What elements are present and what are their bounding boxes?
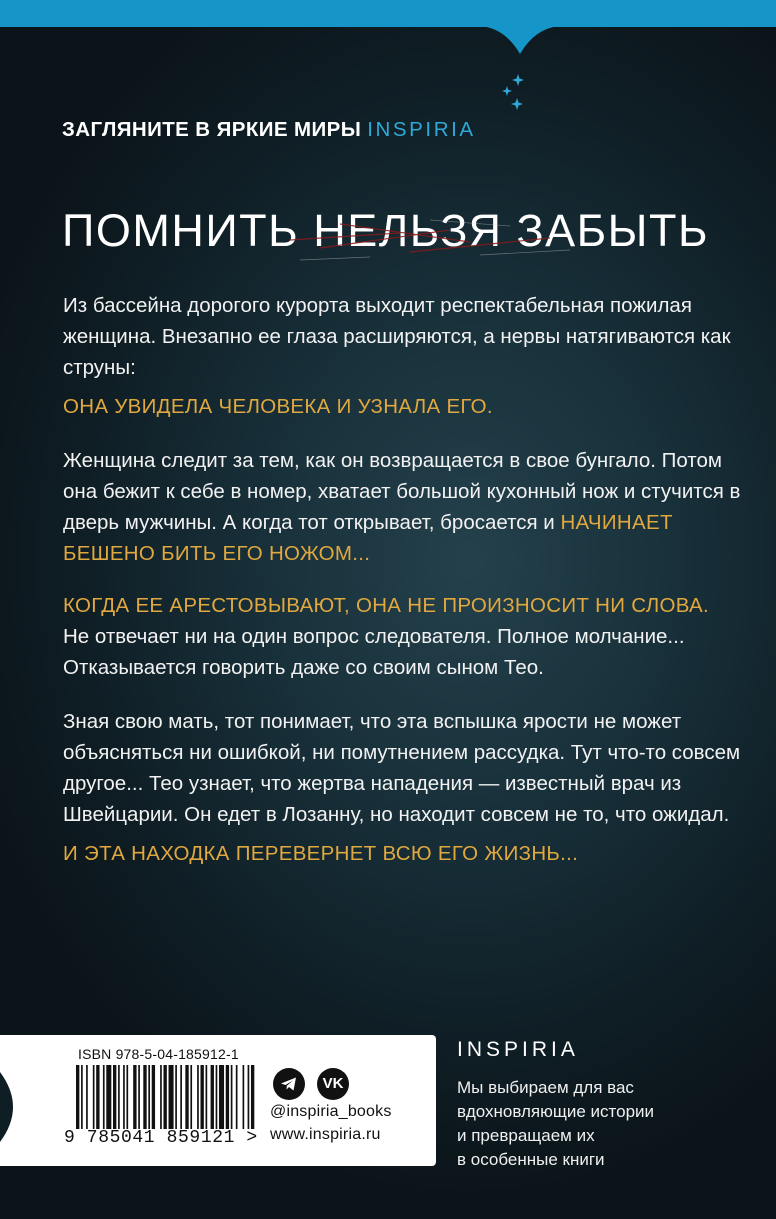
barcode-graphic [76, 1065, 256, 1129]
barcode-bar [197, 1065, 199, 1129]
paragraph-attack-text: Женщина следит за тем, как он возвращается в свое бунгало. Потом она бежит к себе в номер, хватает большой кухонный нож и стучится в дверь мужчины. А когда тот открывает, бросается и [63, 449, 741, 534]
website-link[interactable]: www.inspiria.ru [270, 1126, 381, 1143]
barcode-bar [206, 1065, 208, 1129]
paragraph-attack [63, 445, 743, 569]
blood-scratch-decoration [280, 200, 580, 290]
barcode-bar [126, 1065, 128, 1129]
highlight-arrest: КОГДА ЕЕ АРЕСТОВЫВАЮТ, ОНА НЕ ПРОИЗНОСИТ НИ СЛОВА. [63, 594, 709, 617]
sparkle-stars-icon [498, 72, 528, 114]
social-handle[interactable]: @inspiria_books [270, 1103, 392, 1120]
highlight-recognized: ОНА УВИДЕЛА ЧЕЛОВЕКА И УЗНАЛА ЕГО. [63, 395, 493, 418]
barcode-bar [76, 1065, 79, 1129]
publisher-brand: INSPIRIA [457, 1038, 579, 1061]
mission-line: и превращаем их [457, 1126, 595, 1145]
barcode-bar [226, 1065, 229, 1129]
barcode-bar [216, 1065, 218, 1129]
barcode-bar [86, 1065, 88, 1129]
barcode-bar [248, 1065, 250, 1129]
barcode-bar [180, 1065, 182, 1129]
telegram-icon[interactable] [273, 1068, 305, 1100]
vk-icon[interactable]: VK [317, 1068, 349, 1100]
mission-line: в особенные книги [457, 1150, 605, 1169]
barcode-bar [96, 1065, 99, 1129]
barcode-bar [152, 1065, 155, 1129]
barcode-bar [219, 1065, 224, 1129]
top-notch-shape [480, 26, 560, 56]
barcode-bar [175, 1065, 177, 1129]
barcode-bar [143, 1065, 146, 1129]
barcode-bar [93, 1065, 95, 1129]
barcode-bar [123, 1065, 125, 1129]
mission-line: вдохновляющие истории [457, 1102, 655, 1121]
top-blue-band [0, 0, 776, 27]
barcode-bar [138, 1065, 140, 1129]
barcode-bar [163, 1065, 166, 1129]
paragraph-son: Зная свою мать, тот понимает, что эта вспышка ярости не может объясняться ни ошибкой, ни помутнением рассудка. Тут что-то совсем другое... Тео узнает, что жертва нападения — известный врач из Швейцарии. Он едет в Лозанну, но находит совсем не то, что ожидал. [63, 710, 741, 826]
barcode-bar [251, 1065, 254, 1129]
barcode-bar [103, 1065, 105, 1129]
isbn-text: ISBN 978-5-04-185912-1 [78, 1046, 239, 1062]
barcode-bar [133, 1065, 136, 1129]
book-title: ПОМНИТЬ НЕЛЬЗЯ ЗАБЫТЬ [62, 205, 710, 256]
barcode-bar [236, 1065, 238, 1129]
highlight-finale: И ЭТА НАХОДКА ПЕРЕВЕРНЕТ ВСЮ ЕГО ЖИЗНЬ... [63, 842, 579, 865]
paragraph-silence: Не отвечает ни на один вопрос следователя. Полное молчание... Отказывается говорить даже со своим сыном Тео. [63, 625, 685, 679]
barcode-bar [118, 1065, 120, 1129]
barcode-bar [113, 1065, 116, 1129]
barcode-bar [190, 1065, 192, 1129]
annotation-text [63, 290, 743, 892]
paragraph-intro: Из бассейна дорогого курорта выходит респектабельная пожилая женщина. Внезапно ее глаза расширяются, а нервы натягиваются как струны: [63, 294, 731, 379]
barcode-bar [148, 1065, 150, 1129]
tagline-text: ЗАГЛЯНИТЕ В ЯРКИЕ МИРЫ [62, 118, 362, 141]
highlight-attack: НАЧИНАЕТ БЕШЕНО БИТЬ ЕГО НОЖОМ... [63, 511, 673, 565]
barcode-bar [185, 1065, 188, 1129]
barcode-bar [243, 1065, 245, 1129]
barcode-bar [231, 1065, 233, 1129]
series-tagline [62, 118, 476, 142]
barcode-bar [200, 1065, 203, 1129]
ean-digits: 9 785041 859121 > [64, 1128, 258, 1148]
barcode-bar [169, 1065, 174, 1129]
tagline-brand: INSPIRIA [367, 118, 476, 141]
barcode-bar [106, 1065, 111, 1129]
barcode-bar [81, 1065, 83, 1129]
left-tab-notch [0, 1072, 30, 1142]
barcode-bar [160, 1065, 162, 1129]
publisher-mission [457, 1076, 757, 1172]
mission-line: Мы выбираем для вас [457, 1078, 634, 1097]
barcode-bar [211, 1065, 214, 1129]
